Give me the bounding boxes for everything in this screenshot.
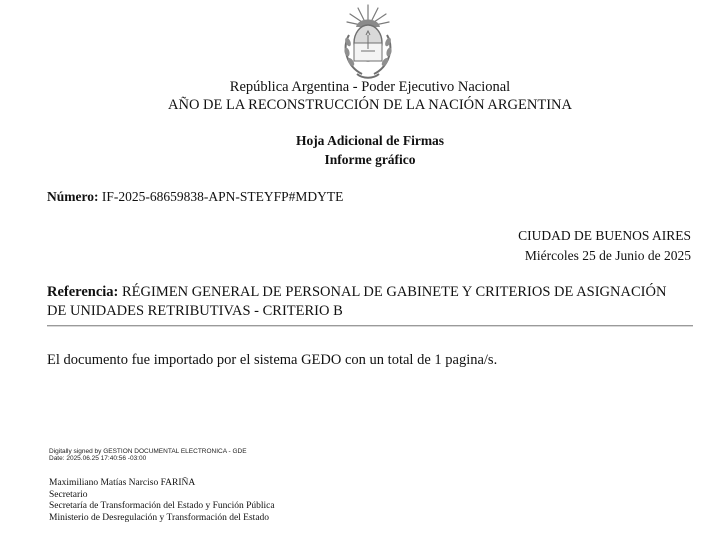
document-number-label: Número: (47, 189, 99, 204)
signer-block (49, 478, 275, 525)
signer-name: Maximiliano Matías Narciso FARIÑA (49, 478, 196, 488)
digital-signature-signer: Digitally signed by GESTION DOCUMENTAL ELECTRONICA - GDE (49, 448, 247, 455)
government-header: República Argentina - Poder Ejecutivo Nacional (229, 79, 511, 95)
digital-signature-block (49, 448, 247, 462)
document-date: Miércoles 25 de Junio de 2025 (524, 248, 691, 263)
document-body-text: El documento fue importado por el sistema GEDO con un total de 1 pagina/s. (47, 352, 498, 368)
document-number-value: IF-2025-68659838-APN-STEYFP#MDYTE (101, 189, 344, 204)
year-motto: AÑO DE LA RECONSTRUCCIÓN DE LA NACIÓN ARGENTINA (168, 97, 572, 113)
signer-ministry: Ministerio de Desregulación y Transformación del Estado (49, 513, 270, 524)
document-number-row (47, 189, 343, 205)
signer-department: Secretaría de Transformación del Estado y Función Pública (49, 501, 275, 512)
signer-role: Secretario (49, 489, 88, 500)
city: CIUDAD DE BUENOS AIRES (518, 228, 691, 243)
reference-block (47, 283, 689, 321)
section-divider (47, 325, 693, 326)
document-subtitle: Informe gráfico (324, 152, 416, 167)
document-title: Hoja Adicional de Firmas (295, 133, 445, 148)
reference-text: RÉGIMEN GENERAL DE PERSONAL DE GABINETE Y CRITERIOS DE ASIGNACIÓN DE UNIDADES RETRIBUTIVAS - CRITERIO B (47, 284, 667, 319)
digital-signature-date: Date: 2025.06.25 17:40:56 -03:00 (49, 455, 147, 462)
reference-label: Referencia: (47, 284, 119, 300)
argentina-coat-of-arms-icon (340, 4, 396, 82)
